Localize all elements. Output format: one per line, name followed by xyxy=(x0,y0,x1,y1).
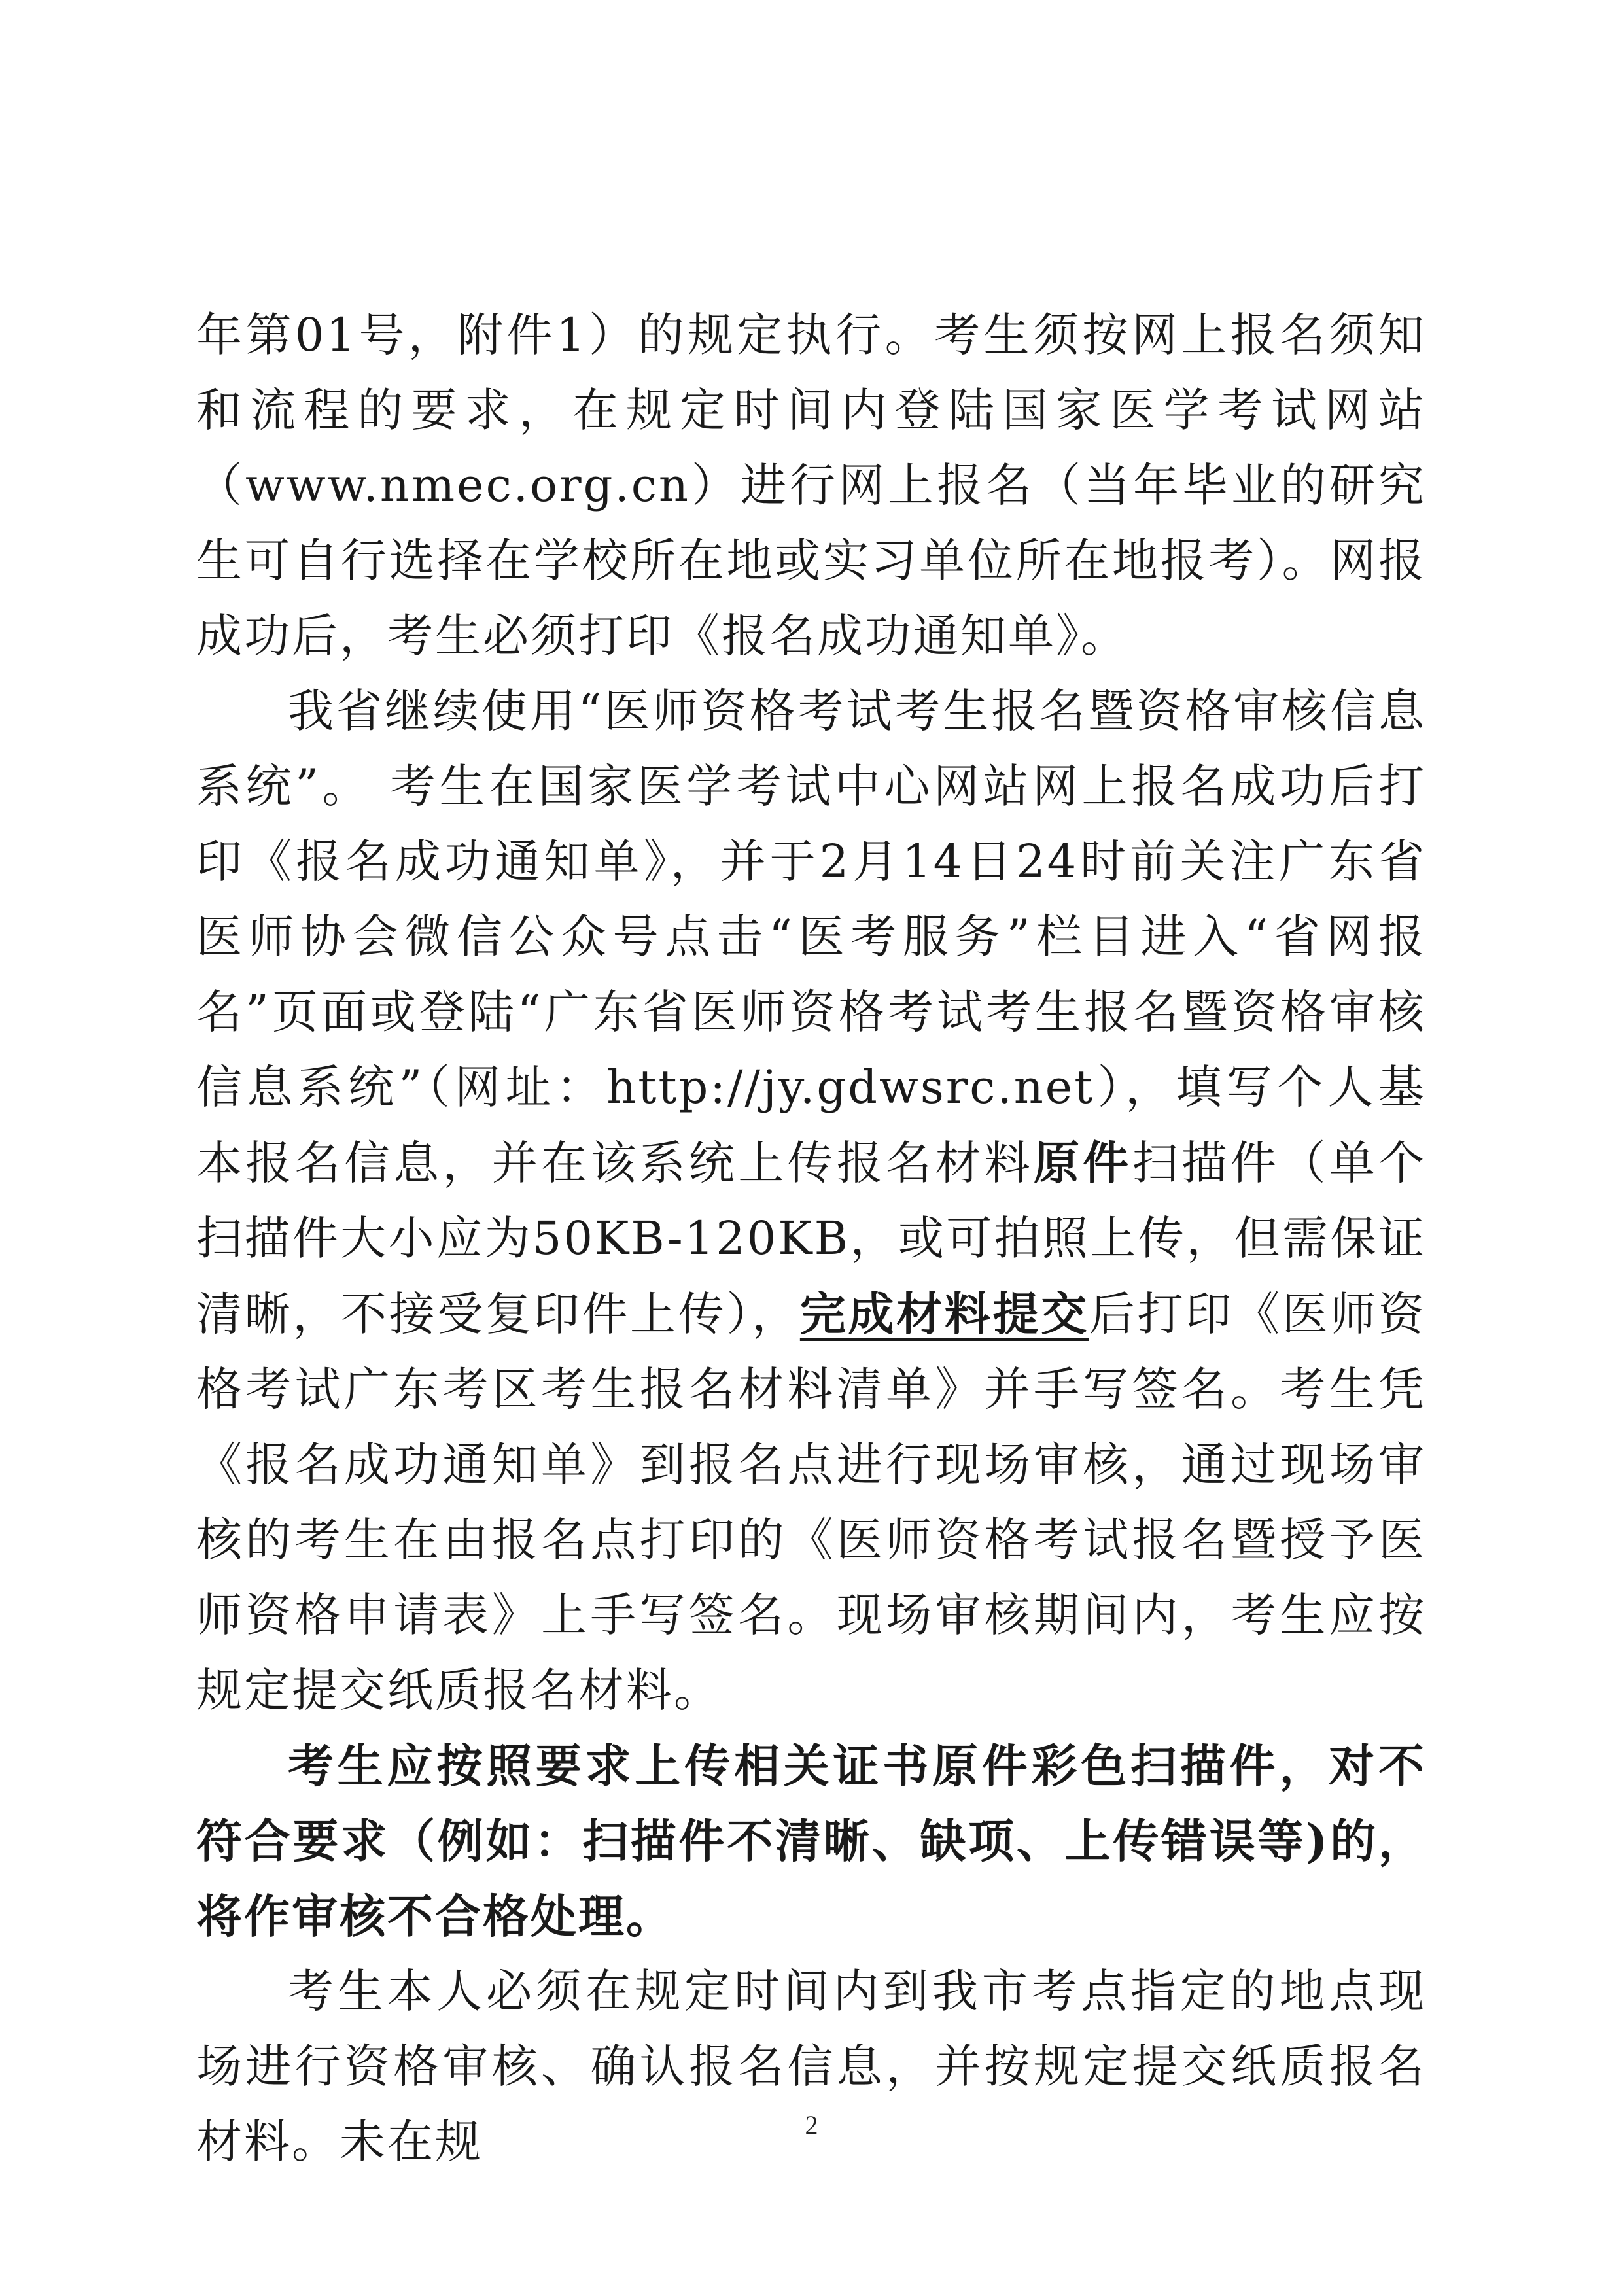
page-number: 2 xyxy=(805,2110,818,2140)
paragraph-1: 年第01号，附件1）的规定执行。考生须按网上报名须知和流程的要求，在规定时间内登陆国家医学考试网站（www.nmec.org.cn）进行网上报名（当年毕业的研究生可自行选择在学校所在地或实习单位所在地报考）。网报成功后，考生必须打印《报名成功通知单》。 xyxy=(196,308,1426,663)
paragraph-2-bold-original: 原件 xyxy=(1033,1136,1132,1190)
paragraph-2-underlined-emphasis: 完成材料提交 xyxy=(799,1287,1089,1341)
paragraph-2 xyxy=(196,674,1426,1728)
paragraph-2-text-3: 后打印《医师资格考试广东考区考生报名材料清单》并手写签名。考生凭《报名成功通知单》到报名点进行现场审核，通过现场审核的考生在由报名点打印的《医师资格考试报名暨授予医师资格申请表》上手写签名。现场审核期间内，考生应按规定提交纸质报名材料。 xyxy=(196,1287,1427,1717)
paragraph-2-text-1: 我省继续使用“医师资格考试考生报名暨资格审核信息系统”。 考生在国家医学考试中心网站网上报名成功后打印《报名成功通知单》，并于2月14日24时前关注广东省医师协会微信公众号点击“医考服务”栏目进入“省网报名”页面或登陆“广东省医师资格考试考生报名暨资格审核信息系统”（网址：http://jy.gdwsrc.net），填写个人基本报名信息，并在该系统上传报名材料 xyxy=(196,684,1426,1190)
paragraph-4: 考生本人必须在规定时间内到我市考点指定的地点现场进行资格审核、确认报名信息，并按规定提交纸质报名材料。未在规 xyxy=(196,1964,1426,2168)
document-body xyxy=(196,298,1426,2180)
paragraph-3-bold-notice: 考生应按照要求上传相关证书原件彩色扫描件，对不符合要求（例如：扫描件不清晰、缺项、上传错误等)的，将作审核不合格处理。 xyxy=(196,1739,1426,1943)
paragraph-2-text-2: 扫描件（单个扫描件大小应为50KB-120KB，或可拍照上传，但需保证清晰，不接受复印件上传）， xyxy=(196,1136,1427,1341)
